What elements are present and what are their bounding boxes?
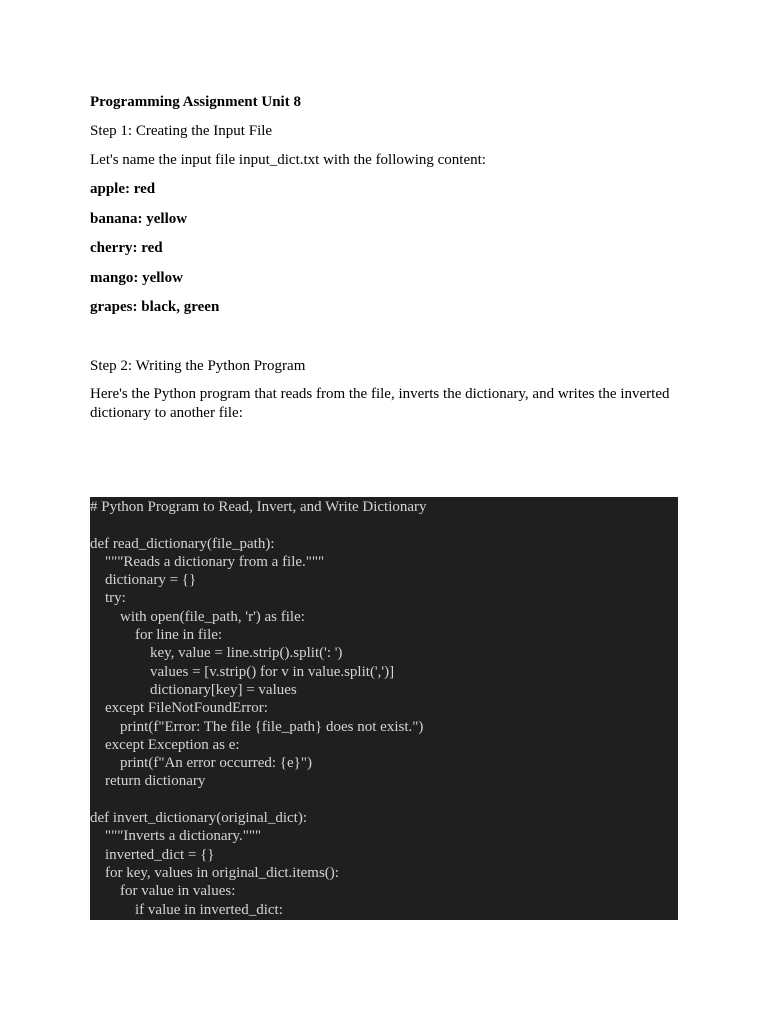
code-line: dictionary = {} xyxy=(90,572,197,589)
code-line: # Python Program to Read, Invert, and Write Dictionary xyxy=(90,499,427,515)
code-line: if value in inverted_dict: xyxy=(90,901,283,918)
code-line: """Inverts a dictionary.""" xyxy=(90,828,262,845)
code-line: print(f"Error: The file {file_path} does not exist.") xyxy=(90,718,424,735)
code-line: inverted_dict = {} xyxy=(90,846,215,863)
code-lines xyxy=(90,497,678,919)
code-line: for line in file: xyxy=(90,627,223,644)
code-line: key, value = line.strip().split(': ') xyxy=(90,645,343,662)
list-item: cherry: red xyxy=(90,240,163,257)
list-item: mango: yellow xyxy=(90,269,183,286)
code-line: try: xyxy=(90,590,126,607)
code-line: def read_dictionary(file_path): xyxy=(90,535,275,552)
code-line: except FileNotFoundError: xyxy=(90,700,268,717)
page-title: Programming Assignment Unit 8 xyxy=(90,94,301,110)
step1-intro: Let's name the input file input_dict.txt with the following content: xyxy=(90,152,486,168)
code-line: dictionary[key] = values xyxy=(90,681,297,698)
code-line: for key, values in original_dict.items(): xyxy=(90,864,339,881)
step2-description: Here's the Python program that reads from the file, inverts the dictionary, and writes the inverted dictionary to another file: xyxy=(90,385,670,421)
code-block xyxy=(90,497,678,920)
code-line xyxy=(90,516,678,534)
list-item: apple: red xyxy=(90,181,156,197)
code-line: except Exception as e: xyxy=(90,736,240,753)
code-line xyxy=(90,791,678,809)
code-line: def invert_dictionary(original_dict): xyxy=(90,810,308,827)
code-line: return dictionary xyxy=(90,773,206,790)
code-line: print(f"An error occurred: {e}") xyxy=(90,755,312,772)
code-line: for value in values: xyxy=(90,883,236,900)
fruit-list xyxy=(90,179,680,317)
step1-heading: Step 1: Creating the Input File xyxy=(90,123,273,139)
list-item: grapes: black, green xyxy=(90,299,220,316)
spacer xyxy=(90,327,680,356)
step2-heading: Step 2: Writing the Python Program xyxy=(90,357,306,374)
document-body xyxy=(90,92,680,423)
code-line: with open(file_path, 'r') as file: xyxy=(90,608,305,625)
list-item: banana: yellow xyxy=(90,210,188,227)
code-line: """Reads a dictionary from a file.""" xyxy=(90,553,325,570)
code-line: values = [v.strip() for v in value.split(',')] xyxy=(90,663,395,680)
